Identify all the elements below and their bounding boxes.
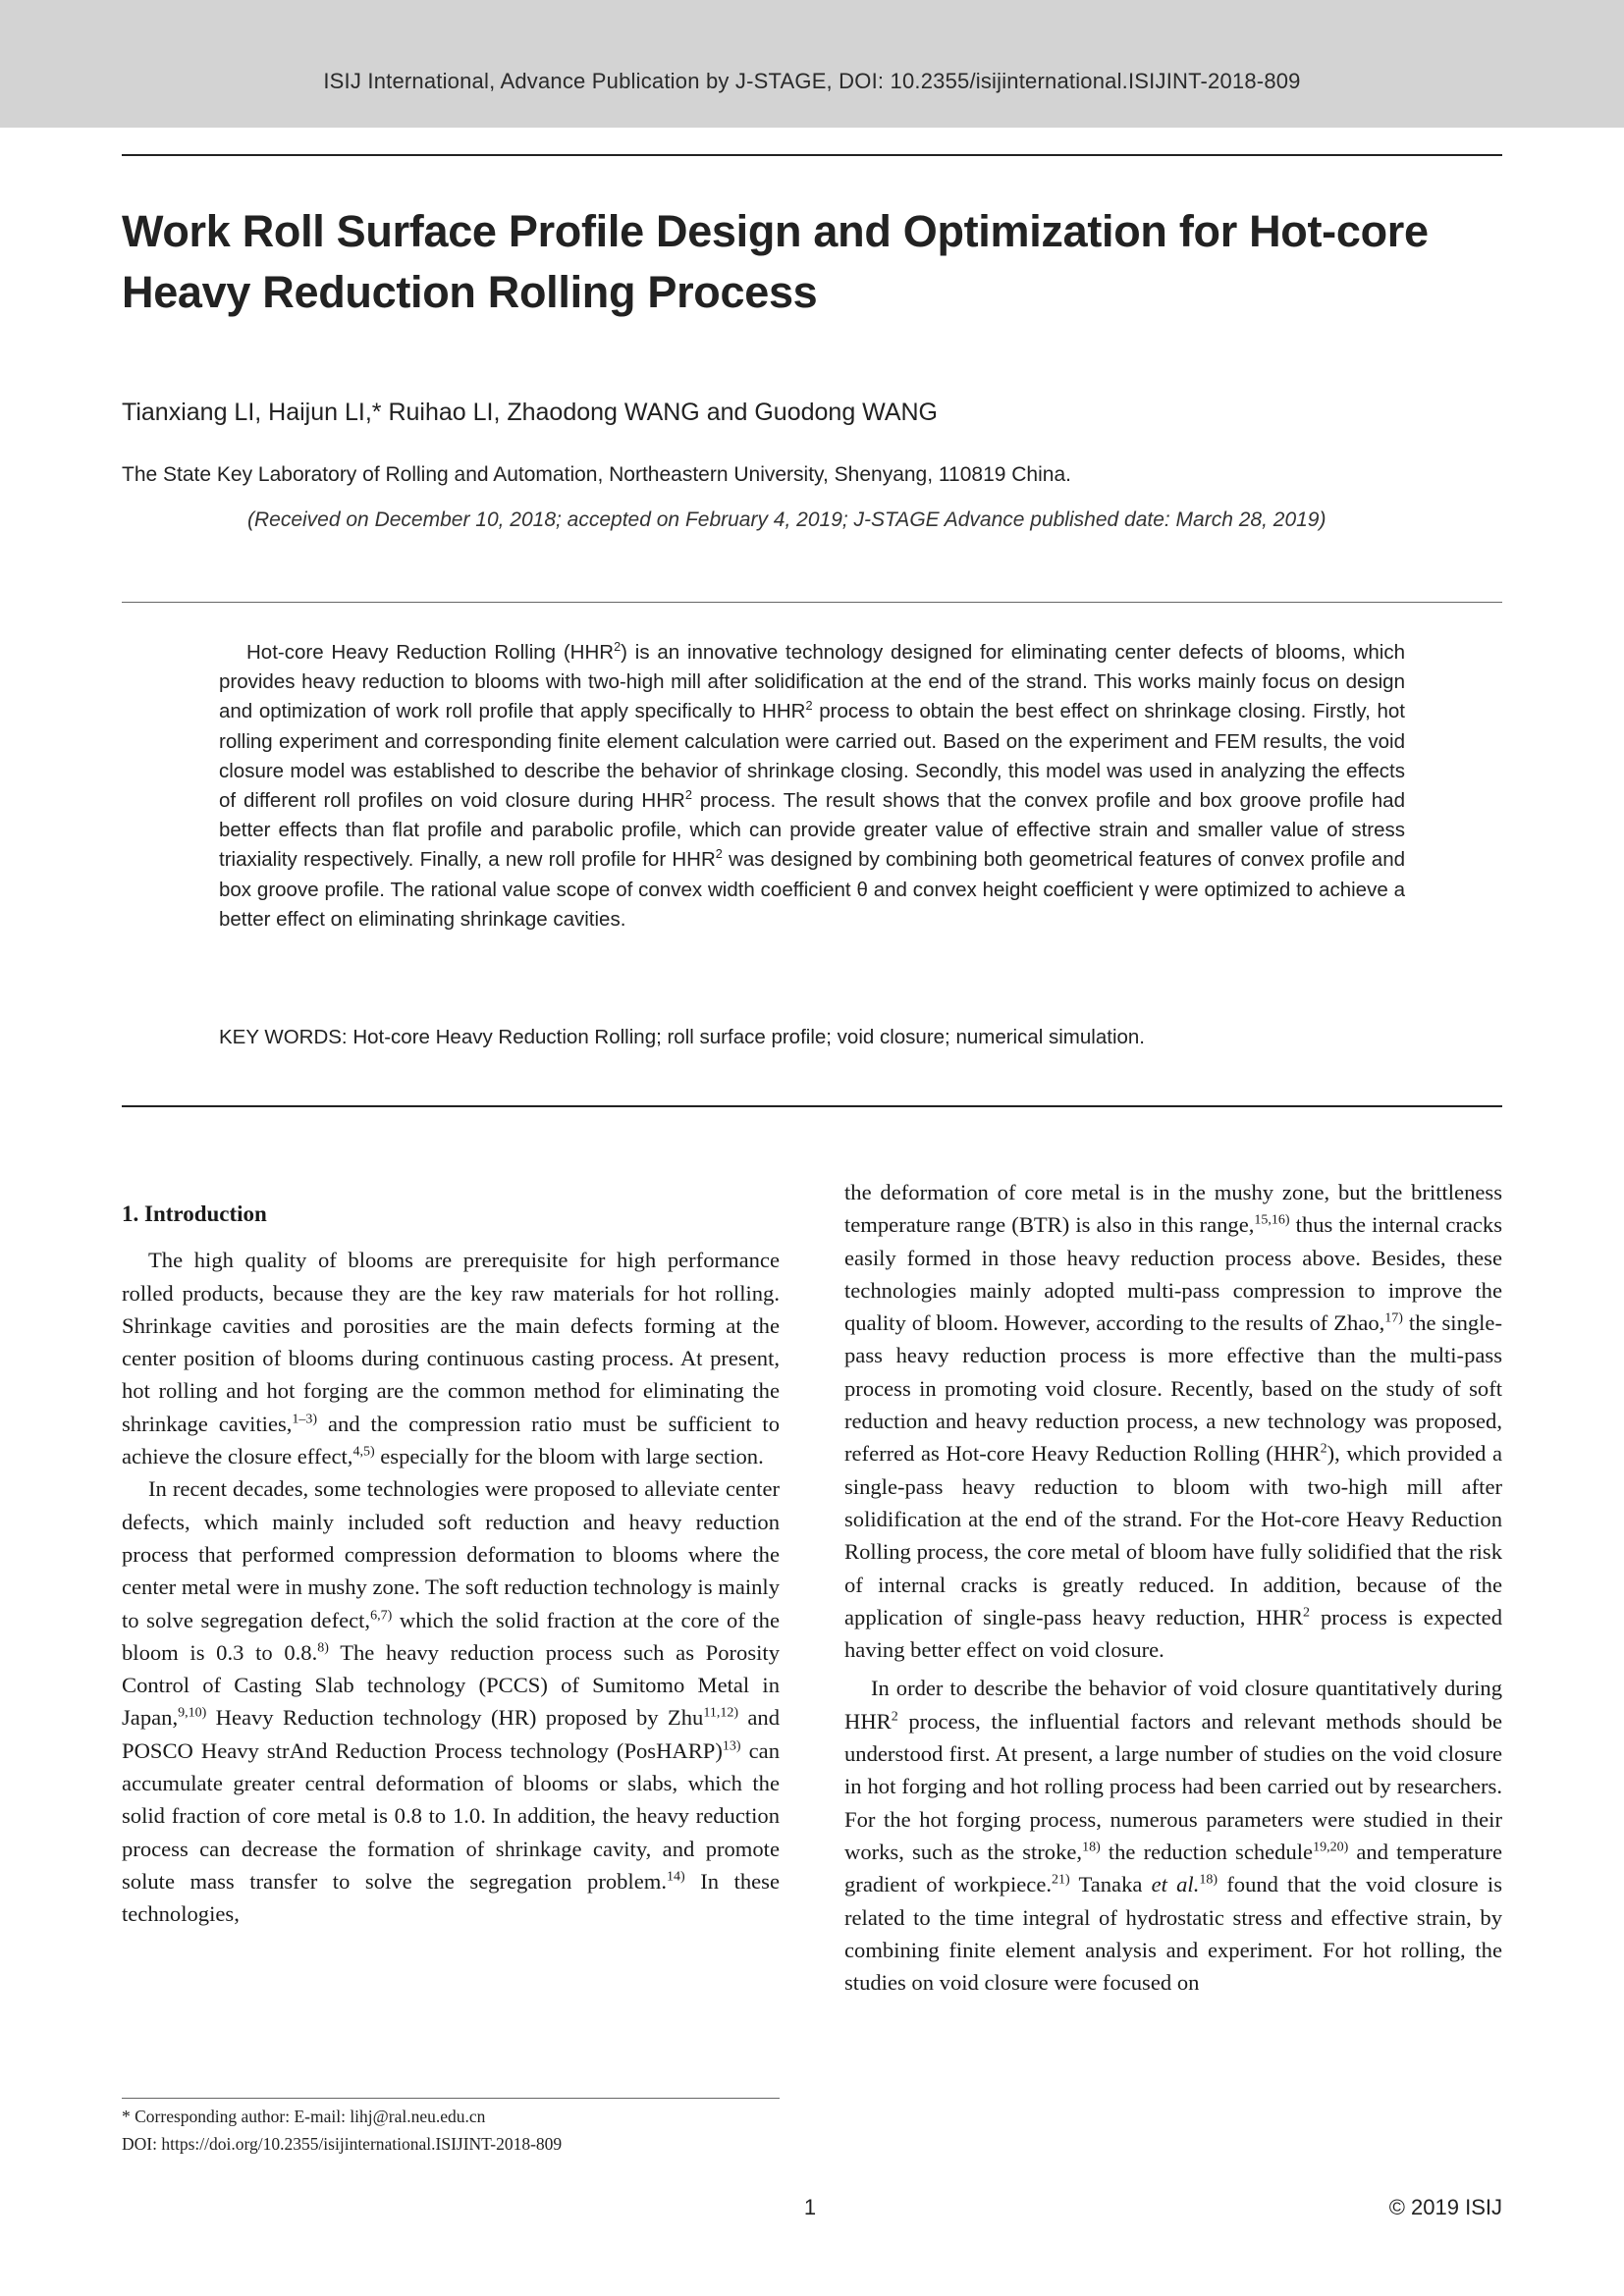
paragraph-text: and temperature gradient of workpiece. — [844, 1839, 1502, 1897]
abstract-text: Hot-core Heavy Reduction Rolling (HHR — [246, 641, 615, 664]
abstract-text: ) is an innovative technology designed for eliminating center defects of blooms, which provides heavy reduction to blooms with two-high mill after solidification at the end of the strand. This works mainly focus on design and optimization of work roll profile that apply specifically to HHR — [219, 641, 1405, 723]
superscript: 2 — [715, 846, 723, 862]
citation: 14) — [666, 1869, 685, 1885]
paragraph-text: In these technologies, — [122, 1868, 780, 1927]
superscript: 2 — [891, 1709, 898, 1725]
paragraph — [844, 1672, 1502, 1999]
paragraph-text: the reduction schedule — [1100, 1839, 1314, 1864]
paragraph-text: which the solid fraction at the core of the bloom is 0.3 to 0.8. — [122, 1607, 781, 1665]
abstract-text: process. The result shows that the convex profile and box groove profile had better effects than flat profile and parabolic profile, which can provide greater value of effective strain and smaller value of stress triaxiality respectively. Finally, a new roll profile for HHR — [219, 789, 1405, 872]
paper-title-line1: Work Roll Surface Profile Design and Optimization for Hot-core — [122, 206, 1429, 256]
paragraph — [122, 1244, 780, 1472]
abstract-top-rule — [122, 602, 1502, 603]
section-heading-introduction: 1. Introduction — [122, 1201, 267, 1226]
doi-footnote: DOI: https://doi.org/10.2355/isijinternational.ISIJINT-2018-809 — [122, 2134, 563, 2154]
abstract — [219, 638, 1405, 934]
paragraph-text: thus the internal cracks easily formed in those heavy reduction process above. Besides, these technologies mainly adopted multi-pass compression to improve the quality of bloom. However, according to the results of Zhao, — [844, 1212, 1502, 1336]
citation: 13) — [722, 1738, 741, 1754]
received-dates: (Received on December 10, 2018; accepted on February 4, 2019; J-STAGE Advance published date: March 28, 2019) — [247, 508, 1326, 531]
abstract-text: process to obtain the best effect on shrinkage closing. Firstly, hot rolling experiment and corresponding finite element calculation were carried out. Based on the experiment and FEM results, the void closure model was established to describe the behavior of shrinkage closing. Secondly, this model was used in analyzing the effects of different roll profiles on void closure during HHR — [219, 700, 1405, 813]
journal-banner-text: ISIJ International, Advance Publication by J-STAGE, DOI: 10.2355/isijinternational.ISIJINT-2018-809 — [323, 69, 1301, 93]
citation: 21) — [1052, 1872, 1070, 1888]
paragraph — [122, 1472, 780, 1930]
paragraph-text: can accumulate greater central deformation of blooms or slabs, which the solid fraction of core metal is 0.8 to 1.0. In addition, the heavy reduction process can decrease the formation of shrinkage cavity, and promote solute mass transfer to solve the segregation problem. — [122, 1737, 780, 1894]
paragraph-text: In recent decades, some technologies were proposed to alleviate center defects, which mainly included soft reduction and heavy reduction process that performed compression deformation to blooms where the center metal were in mushy zone. The soft reduction technology is mainly to solve segregation defect, — [122, 1476, 780, 1632]
paragraph-text: and the compression ratio must be sufficient to achieve the closure effect, — [122, 1411, 781, 1469]
paragraph-text: Heavy Reduction technology (HR) proposed by Zhu — [206, 1705, 704, 1731]
author-list: Tianxiang LI, Haijun LI,* Ruihao LI, Zhaodong WANG and Guodong WANG — [122, 399, 939, 426]
superscript: 2 — [1303, 1605, 1311, 1621]
superscript: 2 — [684, 787, 692, 803]
superscript: 2 — [1320, 1441, 1327, 1457]
paper-title-line2: Heavy Reduction Rolling Process — [122, 267, 818, 317]
right-column — [844, 1176, 1502, 1999]
abstract-bottom-rule — [122, 1105, 1502, 1107]
citation: 1–3) — [292, 1412, 318, 1427]
left-column — [122, 1178, 780, 1931]
citation: 15,16) — [1254, 1212, 1290, 1228]
citation: 4,5) — [352, 1444, 375, 1460]
paragraph-text: Tanaka — [1069, 1872, 1152, 1897]
paragraph-text: the deformation of core metal is in the mushy zone, but the brittleness temperature range (BTR) is also in this range, — [844, 1180, 1502, 1238]
copyright: © 2019 ISIJ — [1388, 2195, 1502, 2219]
paper-title — [122, 201, 1496, 323]
citation: 18) — [1199, 1872, 1218, 1888]
paragraph — [844, 1176, 1502, 1666]
citation: 18) — [1082, 1840, 1101, 1855]
page-number: 1 — [803, 2195, 817, 2219]
paragraph-text: The high quality of blooms are prerequisite for high performance rolled products, because they are the key raw materials for hot rolling. Shrinkage cavities and porosities are the main defects forming at the center position of blooms during continuous casting process. At present, hot rolling and hot forging are the common method for eliminating the shrinkage cavities, — [122, 1248, 780, 1436]
affiliation: The State Key Laboratory of Rolling and Automation, Northeastern University, Shenyang, 110819 China. — [122, 463, 1071, 486]
superscript: 2 — [805, 698, 813, 714]
paragraph-text: especially for the bloom with large section. — [374, 1444, 764, 1469]
abstract-text: was designed by combining both geometrical features of convex profile and box groove profile. The rational value scope of convex width coefficient θ and convex height coefficient γ were optimized to achieve a better effect on eliminating shrinkage cavities. — [219, 848, 1406, 931]
citation: 19,20) — [1313, 1840, 1349, 1855]
citation: 17) — [1384, 1310, 1403, 1326]
paragraph-text: ), which provided a single-pass heavy reduction to bloom with two-high mill after solidification at the end of the strand. For the Hot-core Heavy Reduction Rolling process, the core metal of bloom have fully solidified that the risk of internal cracks is greatly reduced. In addition, because of the application of single-pass heavy reduction, HHR — [844, 1441, 1502, 1629]
citation: 6,7) — [370, 1607, 393, 1623]
paragraph-text: the single-pass heavy reduction process is more effective than the multi-pass process in promoting void closure. Recently, based on the study of soft reduction and heavy reduction process, a new technology was proposed, referred as Hot-core Heavy Reduction Rolling (HHR — [844, 1310, 1502, 1467]
paragraph-text: process, the influential factors and relevant methods should be understood first. At present, a large number of studies on the void closure in hot forging and hot rolling process had been carried out by researchers. For the hot forging process, numerous parameters were studied in their works, such as the stroke, — [844, 1708, 1502, 1864]
italic-text: et al. — [1151, 1872, 1200, 1897]
footnote-rule — [122, 2098, 780, 2099]
journal-banner — [0, 0, 1624, 128]
citation: 11,12) — [703, 1705, 738, 1721]
paragraph-text: and POSCO Heavy strAnd Reduction Process technology (PosHARP) — [122, 1705, 780, 1763]
paragraph-text: process is expected having better effect on void closure. — [844, 1604, 1502, 1663]
paragraph-text: found that the void closure is related to the time integral of hydrostatic stress and effective strain, by combining finite element analysis and experiment. For hot rolling, the studies on void closure were focused on — [844, 1872, 1502, 1996]
paragraph-text: In order to describe the behavior of void closure quantitatively during HHR — [844, 1676, 1502, 1734]
citation: 9,10) — [178, 1705, 207, 1721]
superscript: 2 — [614, 639, 622, 655]
keywords: KEY WORDS: Hot-core Heavy Reduction Rolling; roll surface profile; void closure; numerical simulation. — [219, 1026, 1145, 1048]
paragraph-text: The heavy reduction process such as Porosity Control of Casting Slab technology (PCCS) of Sumitomo Metal in Japan, — [122, 1639, 780, 1731]
citation: 8) — [317, 1640, 329, 1656]
corresponding-author-footnote: * Corresponding author: E-mail: lihj@ral.neu.edu.cn — [122, 2107, 486, 2126]
title-top-rule — [122, 154, 1502, 156]
